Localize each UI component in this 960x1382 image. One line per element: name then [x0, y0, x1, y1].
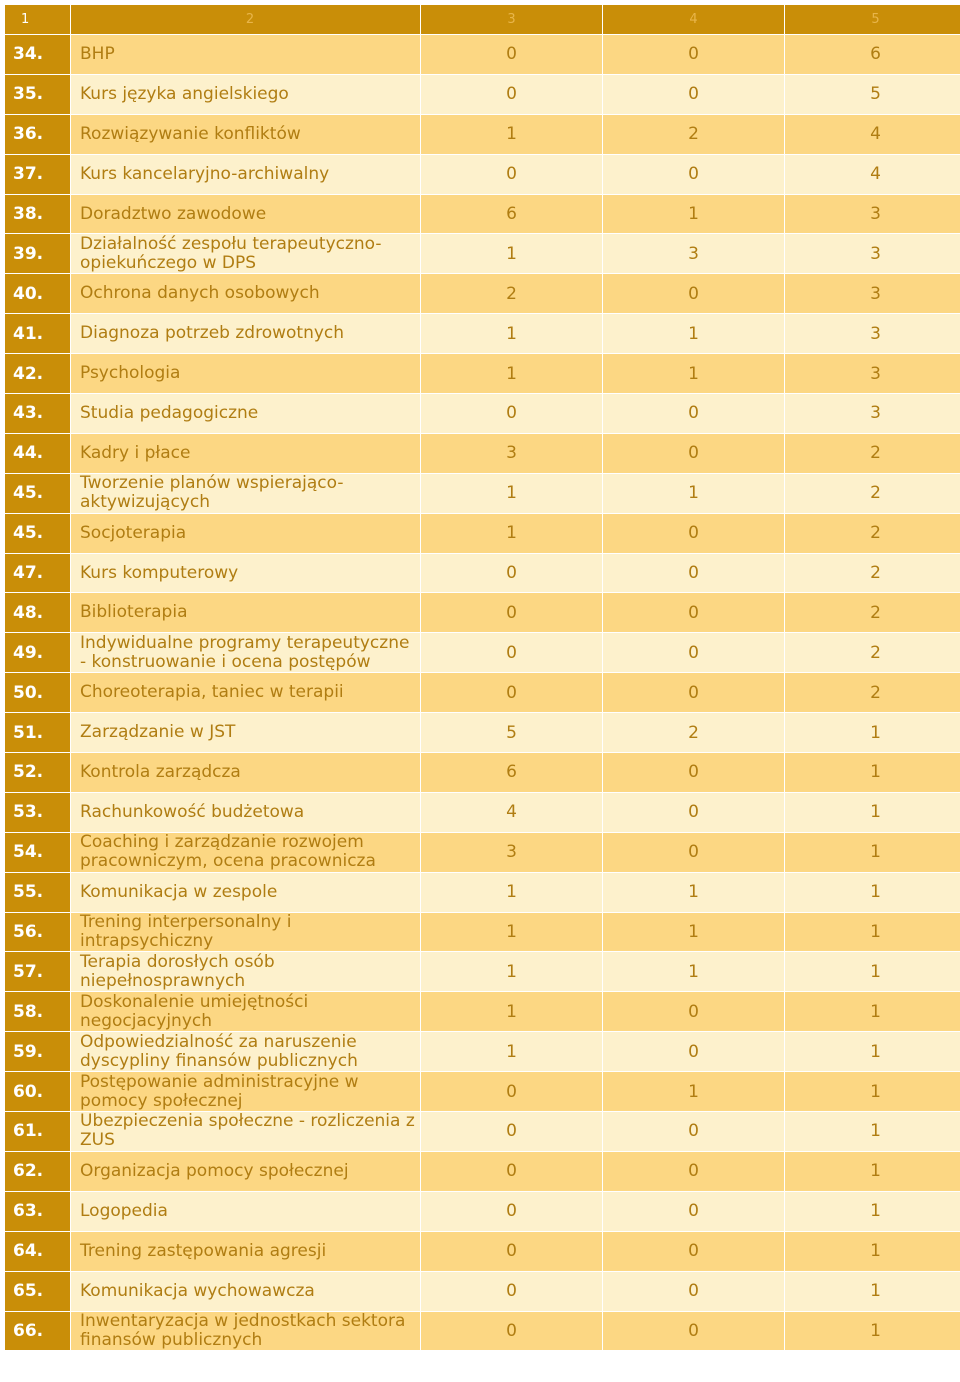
- value-col-5: 3: [785, 234, 960, 274]
- table-header-row: [5, 5, 960, 35]
- row-number: 56.: [5, 912, 71, 952]
- value-col-3: 1: [421, 354, 603, 394]
- table-row: [5, 633, 960, 673]
- table-row: [5, 792, 960, 832]
- training-name: Terapia dorosłych osób niepełnosprawnych: [71, 952, 421, 992]
- table-row: [5, 1271, 960, 1311]
- row-number: 52.: [5, 753, 71, 793]
- value-col-5: 1: [785, 832, 960, 872]
- training-name: Doradztwo zawodowe: [71, 194, 421, 234]
- row-number: 60.: [5, 1072, 71, 1112]
- value-col-4: 2: [603, 114, 785, 154]
- value-col-5: 1: [785, 912, 960, 952]
- row-number: 64.: [5, 1231, 71, 1271]
- training-name: Coaching i zarządzanie rozwojem pracowniczym, ocena pracownicza: [71, 832, 421, 872]
- value-col-3: 0: [421, 1311, 603, 1351]
- table-row: [5, 753, 960, 793]
- value-col-3: 0: [421, 633, 603, 673]
- value-col-4: 0: [603, 1191, 785, 1231]
- table-body: [5, 5, 960, 1351]
- table-row: [5, 992, 960, 1032]
- row-number: 61.: [5, 1112, 71, 1152]
- training-name: Psychologia: [71, 354, 421, 394]
- table-row: [5, 513, 960, 553]
- value-col-4: 3: [603, 234, 785, 274]
- value-col-4: 0: [603, 35, 785, 75]
- table-row: [5, 473, 960, 513]
- row-number: 45.: [5, 513, 71, 553]
- row-number: 54.: [5, 832, 71, 872]
- training-name: Ochrona danych osobowych: [71, 274, 421, 314]
- value-col-4: 0: [603, 274, 785, 314]
- training-name: Trening interpersonalny i intrapsychiczny: [71, 912, 421, 952]
- training-name: Doskonalenie umiejętności negocjacyjnych: [71, 992, 421, 1032]
- value-col-3: 6: [421, 194, 603, 234]
- row-number: 51.: [5, 713, 71, 753]
- training-name: Rozwiązywanie konfliktów: [71, 114, 421, 154]
- value-col-3: 0: [421, 1271, 603, 1311]
- value-col-5: 3: [785, 194, 960, 234]
- value-col-4: 0: [603, 1032, 785, 1072]
- value-col-3: 1: [421, 234, 603, 274]
- table-row: [5, 1311, 960, 1351]
- value-col-3: 1: [421, 912, 603, 952]
- value-col-5: 5: [785, 74, 960, 114]
- value-col-5: 2: [785, 553, 960, 593]
- table-row: [5, 433, 960, 473]
- row-number: 34.: [5, 35, 71, 75]
- row-number: 44.: [5, 433, 71, 473]
- value-col-3: 4: [421, 792, 603, 832]
- value-col-4: 1: [603, 314, 785, 354]
- row-number: 43.: [5, 394, 71, 434]
- row-number: 62.: [5, 1151, 71, 1191]
- table-row: [5, 274, 960, 314]
- row-number: 45.: [5, 473, 71, 513]
- value-col-5: 1: [785, 792, 960, 832]
- value-col-5: 1: [785, 1112, 960, 1152]
- row-number: 57.: [5, 952, 71, 992]
- training-name: BHP: [71, 35, 421, 75]
- value-col-4: 0: [603, 992, 785, 1032]
- value-col-5: 3: [785, 314, 960, 354]
- row-number: 59.: [5, 1032, 71, 1072]
- value-col-5: 1: [785, 1032, 960, 1072]
- value-col-4: 0: [603, 154, 785, 194]
- value-col-5: 3: [785, 274, 960, 314]
- table-row: [5, 1072, 960, 1112]
- training-name: Choreoterapia, taniec w terapii: [71, 673, 421, 713]
- value-col-3: 0: [421, 1072, 603, 1112]
- training-name: Rachunkowość budżetowa: [71, 792, 421, 832]
- row-number: 40.: [5, 274, 71, 314]
- row-number: 39.: [5, 234, 71, 274]
- table-row: [5, 74, 960, 114]
- row-number: 66.: [5, 1311, 71, 1351]
- training-name: Kontrola zarządcza: [71, 753, 421, 793]
- value-col-4: 0: [603, 1231, 785, 1271]
- value-col-3: 1: [421, 314, 603, 354]
- training-name: Kurs komputerowy: [71, 553, 421, 593]
- row-number: 37.: [5, 154, 71, 194]
- table-row: [5, 593, 960, 633]
- value-col-4: 2: [603, 713, 785, 753]
- value-col-4: 1: [603, 952, 785, 992]
- value-col-4: 0: [603, 673, 785, 713]
- training-name: Działalność zespołu terapeutyczno-opiekuńczego w DPS: [71, 234, 421, 274]
- training-name: Komunikacja w zespole: [71, 872, 421, 912]
- value-col-4: 1: [603, 354, 785, 394]
- table-row: [5, 912, 960, 952]
- value-col-3: 0: [421, 394, 603, 434]
- training-name: Postępowanie administracyjne w pomocy społecznej: [71, 1072, 421, 1112]
- value-col-5: 3: [785, 354, 960, 394]
- value-col-4: 0: [603, 832, 785, 872]
- row-number: 63.: [5, 1191, 71, 1231]
- value-col-4: 1: [603, 473, 785, 513]
- value-col-3: 1: [421, 952, 603, 992]
- header-col-4: 4: [603, 5, 785, 35]
- value-col-3: 3: [421, 433, 603, 473]
- row-number: 48.: [5, 593, 71, 633]
- row-number: 49.: [5, 633, 71, 673]
- training-name: Kurs języka angielskiego: [71, 74, 421, 114]
- value-col-5: 2: [785, 633, 960, 673]
- row-number: 47.: [5, 553, 71, 593]
- value-col-5: 1: [785, 872, 960, 912]
- row-number: 55.: [5, 872, 71, 912]
- value-col-4: 0: [603, 513, 785, 553]
- value-col-4: 0: [603, 74, 785, 114]
- value-col-3: 2: [421, 274, 603, 314]
- value-col-3: 0: [421, 1151, 603, 1191]
- value-col-4: 0: [603, 394, 785, 434]
- training-name: Diagnoza potrzeb zdrowotnych: [71, 314, 421, 354]
- table-row: [5, 673, 960, 713]
- table-row: [5, 832, 960, 872]
- training-name: Tworzenie planów wspierająco-aktywizujących: [71, 473, 421, 513]
- value-col-5: 3: [785, 394, 960, 434]
- value-col-5: 6: [785, 35, 960, 75]
- value-col-3: 6: [421, 753, 603, 793]
- table-row: [5, 872, 960, 912]
- value-col-3: 1: [421, 872, 603, 912]
- table-row: [5, 35, 960, 75]
- header-col-2: 2: [71, 5, 421, 35]
- value-col-3: 1: [421, 473, 603, 513]
- training-name: Studia pedagogiczne: [71, 394, 421, 434]
- value-col-4: 1: [603, 912, 785, 952]
- value-col-3: 0: [421, 1112, 603, 1152]
- row-number: 58.: [5, 992, 71, 1032]
- row-number: 53.: [5, 792, 71, 832]
- value-col-5: 4: [785, 114, 960, 154]
- value-col-5: 2: [785, 593, 960, 633]
- table-row: [5, 1032, 960, 1072]
- header-col-3: 3: [421, 5, 603, 35]
- training-name: Zarządzanie w JST: [71, 713, 421, 753]
- table-row: [5, 234, 960, 274]
- header-col-5: 5: [785, 5, 960, 35]
- row-number: 42.: [5, 354, 71, 394]
- value-col-5: 1: [785, 713, 960, 753]
- row-number: 50.: [5, 673, 71, 713]
- value-col-3: 0: [421, 1231, 603, 1271]
- value-col-4: 0: [603, 593, 785, 633]
- value-col-4: 0: [603, 792, 785, 832]
- value-col-5: 2: [785, 473, 960, 513]
- value-col-3: 0: [421, 673, 603, 713]
- value-col-3: 0: [421, 553, 603, 593]
- table-row: [5, 1231, 960, 1271]
- value-col-5: 1: [785, 1311, 960, 1351]
- row-number: 41.: [5, 314, 71, 354]
- value-col-3: 1: [421, 114, 603, 154]
- row-number: 36.: [5, 114, 71, 154]
- value-col-5: 2: [785, 433, 960, 473]
- table-row: [5, 1191, 960, 1231]
- table-row: [5, 194, 960, 234]
- value-col-5: 1: [785, 1191, 960, 1231]
- value-col-4: 0: [603, 553, 785, 593]
- table-row: [5, 154, 960, 194]
- training-name: Biblioterapia: [71, 593, 421, 633]
- training-name: Komunikacja wychowawcza: [71, 1271, 421, 1311]
- training-name: Inwentaryzacja w jednostkach sektora finansów publicznych: [71, 1311, 421, 1351]
- value-col-4: 1: [603, 872, 785, 912]
- training-name: Kurs kancelaryjno-archiwalny: [71, 154, 421, 194]
- table-row: [5, 354, 960, 394]
- value-col-5: 1: [785, 1072, 960, 1112]
- row-number: 38.: [5, 194, 71, 234]
- value-col-3: 0: [421, 1191, 603, 1231]
- value-col-3: 1: [421, 1032, 603, 1072]
- table-row: [5, 114, 960, 154]
- value-col-5: 1: [785, 1231, 960, 1271]
- value-col-5: 4: [785, 154, 960, 194]
- value-col-4: 0: [603, 1112, 785, 1152]
- value-col-4: 0: [603, 433, 785, 473]
- training-name: Odpowiedzialność za naruszenie dyscypliny finansów publicznych: [71, 1032, 421, 1072]
- training-name: Indywidualne programy terapeutyczne - konstruowanie i ocena postępów: [71, 633, 421, 673]
- value-col-5: 1: [785, 753, 960, 793]
- training-table: [4, 4, 960, 1351]
- value-col-4: 0: [603, 1271, 785, 1311]
- table-row: [5, 1151, 960, 1191]
- value-col-3: 1: [421, 513, 603, 553]
- value-col-4: 0: [603, 1151, 785, 1191]
- value-col-3: 3: [421, 832, 603, 872]
- header-col-1: 1: [5, 5, 71, 35]
- table-row: [5, 314, 960, 354]
- table-row: [5, 713, 960, 753]
- value-col-5: 1: [785, 992, 960, 1032]
- value-col-5: 1: [785, 1151, 960, 1191]
- training-table-container: [4, 4, 957, 1351]
- training-name: Organizacja pomocy społecznej: [71, 1151, 421, 1191]
- value-col-3: 5: [421, 713, 603, 753]
- training-name: Logopedia: [71, 1191, 421, 1231]
- training-name: Trening zastępowania agresji: [71, 1231, 421, 1271]
- value-col-3: 0: [421, 154, 603, 194]
- training-name: Kadry i płace: [71, 433, 421, 473]
- table-row: [5, 394, 960, 434]
- table-row: [5, 1112, 960, 1152]
- training-name: Ubezpieczenia społeczne - rozliczenia z ZUS: [71, 1112, 421, 1152]
- row-number: 35.: [5, 74, 71, 114]
- value-col-4: 1: [603, 1072, 785, 1112]
- table-row: [5, 952, 960, 992]
- table-row: [5, 553, 960, 593]
- value-col-4: 1: [603, 194, 785, 234]
- value-col-5: 2: [785, 513, 960, 553]
- row-number: 65.: [5, 1271, 71, 1311]
- value-col-3: 0: [421, 593, 603, 633]
- training-name: Socjoterapia: [71, 513, 421, 553]
- value-col-4: 0: [603, 633, 785, 673]
- value-col-5: 2: [785, 673, 960, 713]
- value-col-3: 1: [421, 992, 603, 1032]
- value-col-4: 0: [603, 753, 785, 793]
- value-col-5: 1: [785, 952, 960, 992]
- value-col-4: 0: [603, 1311, 785, 1351]
- value-col-3: 0: [421, 35, 603, 75]
- value-col-5: 1: [785, 1271, 960, 1311]
- value-col-3: 0: [421, 74, 603, 114]
